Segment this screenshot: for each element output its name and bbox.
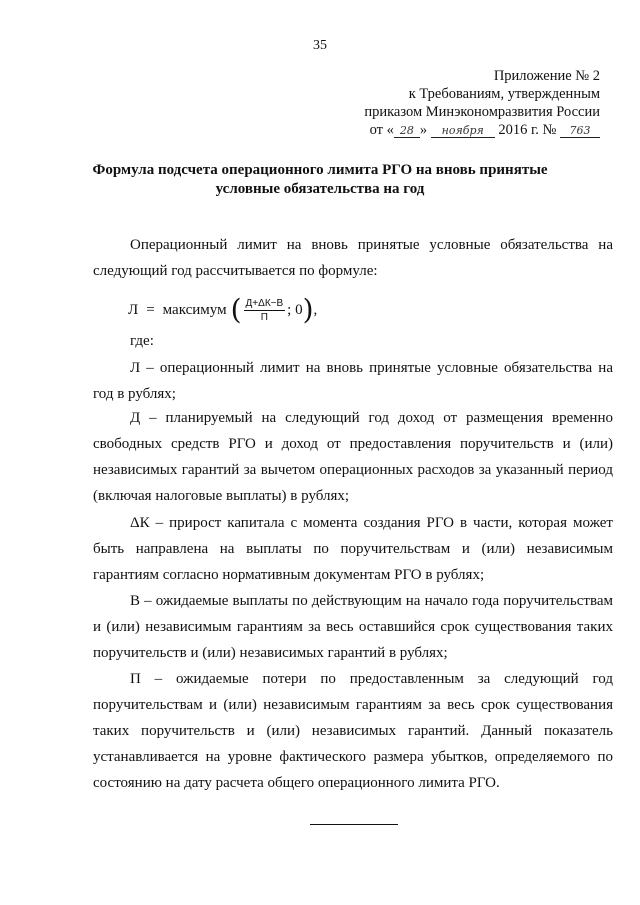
formula-fraction [244,298,286,323]
handwritten-day: 28 [394,125,420,138]
where-label: где: [130,333,154,349]
appendix-line-1: Приложение № 2 [493,68,600,84]
definition-l [93,355,613,407]
handwritten-month: ноября [431,125,495,138]
intro-paragraph [93,232,613,284]
formula-denominator: П [260,311,268,323]
formula-end: , [313,301,318,318]
limit-formula [128,293,318,326]
formula-close-paren: ) [302,293,314,326]
definition-v-text: В – ожидаемые выплаты по действующим на начало года поручительствам и (или) независимым гарантиям за весь оставшийся срок существования таких поручительств и (или) независимых гарантий в рублях; [93,593,613,661]
document-title: Формула подсчета операционного лимита РГО на вновь принятые условные обязательства на год [92,162,548,197]
definition-dk-text: ΔК – прирост капитала с момента создания РГО в части, которая может быть направлена на выплаты по поручительствам и (или) независимым гарантиям согласно нормативным документам РГО в рублях; [93,515,613,583]
definition-l-text: Л – операционный лимит на вновь принятые условные обязательства на год в рублях; [93,360,613,402]
appendix-date-line [370,122,600,140]
appendix-line-3: приказом Минэкономразвития России [364,104,600,120]
appendix-quote-close: » [419,122,428,138]
definition-d-text: Д – планируемый на следующий год доход от размещения временно свободных средств РГО и доход от предоставления поручительств и (или) независимых гарантий за вычетом операционных расходов за указанный период (включая налоговые выплаты) в рублях; [93,410,613,504]
appendix-line-2: к Требованиям, утвержденным [408,86,600,102]
closing-rule [310,824,398,825]
formula-function: максимум [162,301,227,318]
formula-tail: ; 0 [287,301,303,318]
appendix-year: 2016 г. № [498,122,557,138]
appendix-from-prefix: от « [369,122,394,138]
formula-open-paren: ( [230,293,242,326]
formula-equals: = [146,301,155,318]
definition-v [93,588,613,666]
intro-text: Операционный лимит на вновь принятые условные обязательства на следующий год рассчитывается по формуле: [93,237,613,279]
definition-dk [93,510,613,588]
handwritten-number: 763 [560,125,600,138]
formula-lhs: Л [128,301,139,318]
definition-d [93,405,613,509]
definition-p-text: П – ожидаемые потери по предоставленным за следующий год поручительствам и (или) независимым гарантиям за весь срок существования таких поручительств и (или) независимых гарантий. Данный показатель устанавливается на уровне фактического размера убытков, определяемого по состоянию на дату расчета общего операционного лимита РГО. [93,671,613,791]
page-number: 35 [313,38,327,53]
formula-numerator: Д+ΔК−В [245,297,284,309]
definition-p [93,666,613,796]
